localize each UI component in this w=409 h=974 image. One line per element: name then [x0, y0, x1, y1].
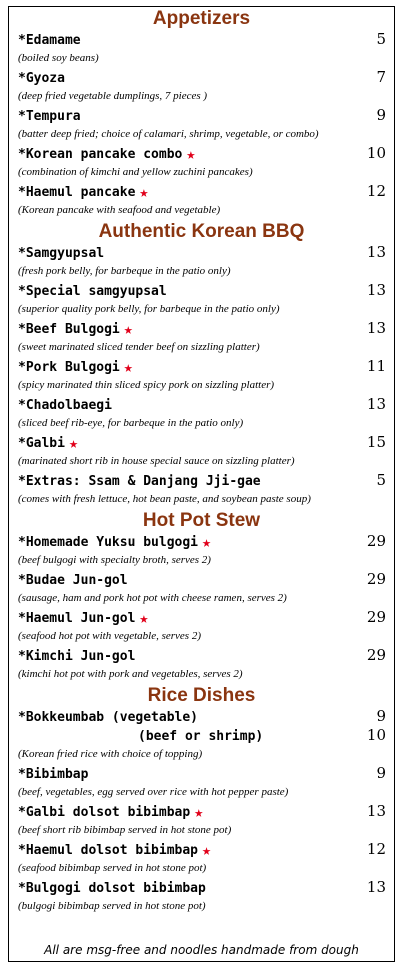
menu-item — [9, 30, 394, 49]
menu-item-name — [18, 320, 133, 339]
menu-item-price: 15 — [366, 433, 386, 451]
menu-item-name-text: *Bulgogi dolsot bibimbap — [18, 881, 206, 896]
menu-item-description: (sausage, ham and pork hot pot with cheese ramen, serves 2) — [18, 592, 287, 604]
menu-item-name — [18, 69, 65, 88]
menu-item-name-text: *Tempura — [18, 109, 81, 124]
menu-item-name-text: *Bokkeumbab (vegetable) — [18, 710, 199, 725]
menu-item — [9, 532, 394, 551]
menu-item-name — [18, 358, 133, 377]
menu-item-name-text: *Homemade Yuksu bulgogi — [18, 535, 199, 550]
menu-item-description: (sweet marinated sliced tender beef on sizzling platter) — [18, 341, 260, 353]
star-icon: ★ — [123, 320, 133, 338]
menu-item — [9, 433, 394, 452]
menu-item-description: (deep fried vegetable dumplings, 7 pieces ) — [18, 90, 208, 102]
menu-item-name-text: *Special samgyupsal — [18, 284, 167, 299]
star-icon: ★ — [68, 434, 78, 452]
menu-item-name-text: *Extras: Ssam & Danjang Jji-gae — [18, 474, 261, 489]
menu-item-name — [18, 145, 195, 164]
menu-item — [9, 764, 394, 783]
menu-item — [9, 802, 394, 821]
menu-item-name — [18, 183, 148, 202]
menu-item — [9, 707, 394, 726]
menu-item — [9, 357, 394, 376]
menu-item-price: 12 — [366, 182, 386, 200]
menu-item-price: 29 — [366, 570, 386, 588]
menu-item-name — [18, 282, 167, 301]
menu-item-description: (Korean pancake with seafood and vegetable) — [18, 204, 221, 216]
menu-item-name — [18, 765, 88, 784]
menu-item-name-text: *Chadolbaegi — [18, 398, 112, 413]
menu-item-price: 13 — [366, 319, 386, 337]
menu-item — [9, 570, 394, 589]
menu-item-name — [18, 571, 128, 590]
menu-item-price: 5 — [376, 30, 386, 48]
menu-item-price: 9 — [376, 707, 386, 725]
section-title: Authentic Korean BBQ — [98, 221, 305, 242]
menu-item-name — [18, 472, 261, 491]
menu-item-price: 13 — [366, 243, 386, 261]
menu-item-description: (fresh pork belly, for barbeque in the patio only) — [18, 265, 231, 277]
menu-item-name-text: *Budae Jun-gol — [18, 573, 128, 588]
menu-item-name — [18, 533, 211, 552]
menu-item-name-text: *Beef Bulgogi — [18, 322, 120, 337]
menu-item-price: 13 — [366, 281, 386, 299]
menu-item-description: (superior quality pork belly, for barbeque in the patio only) — [18, 303, 280, 315]
menu-item-description: (sliced beef rib-eye, for barbeque in the patio only) — [18, 417, 244, 429]
menu-item-name — [18, 841, 211, 860]
menu-item-name-text: *Edamame — [18, 33, 81, 48]
menu-item-name — [18, 244, 104, 263]
menu-item — [9, 319, 394, 338]
menu-item — [9, 106, 394, 125]
menu-item-name-text: *Galbi — [18, 436, 65, 451]
menu-item-price: 12 — [366, 840, 386, 858]
menu-content — [9, 7, 394, 916]
menu-item-name — [18, 609, 148, 628]
menu-item-price: 13 — [366, 802, 386, 820]
menu-item-name — [18, 434, 78, 453]
star-icon: ★ — [139, 183, 149, 201]
menu-item-name — [18, 803, 203, 822]
menu-item — [9, 646, 394, 665]
menu-item-name-text: *Galbi dolsot bibimbap — [18, 805, 191, 820]
menu-item-description: (boiled soy beans) — [18, 52, 99, 64]
menu-item-description: (beef, vegetables, egg served over rice with hot pepper paste) — [18, 786, 289, 798]
menu-frame — [8, 6, 395, 962]
menu-item-description: (bulgogi bibimbap served in hot stone pot) — [18, 900, 206, 912]
menu-item — [9, 395, 394, 414]
menu-item-name-text: *Haemul dolsot bibimbap — [18, 843, 199, 858]
menu-item — [9, 878, 394, 897]
menu-item-name — [18, 647, 135, 666]
menu-item-description: (combination of kimchi and yellow zuchini pancakes) — [18, 166, 253, 178]
menu-item-name-text: *Kimchi Jun-gol — [18, 649, 136, 664]
menu-item-name — [18, 708, 198, 727]
menu-item-variant — [9, 726, 394, 745]
menu-item-description: (spicy marinated thin sliced spicy pork on sizzling platter) — [18, 379, 275, 391]
menu-item-name-text: *Bibimbap — [18, 767, 89, 782]
menu-item-price: 13 — [366, 395, 386, 413]
menu-item — [9, 471, 394, 490]
menu-item-description: (Korean fried rice with choice of topping) — [18, 748, 203, 760]
star-icon: ★ — [123, 358, 133, 376]
menu-item-price: 29 — [366, 532, 386, 550]
menu-item-price: 7 — [376, 68, 386, 86]
menu-item-description: (marinated short rib in house special sauce on sizzling platter) — [18, 455, 295, 467]
menu-item-name — [18, 31, 81, 50]
menu-item — [9, 68, 394, 87]
menu-item-name-text: *Samgyupsal — [18, 246, 105, 261]
menu-item-name — [18, 396, 112, 415]
menu-item-description: (beef bulgogi with specialty broth, serves 2) — [18, 554, 211, 566]
menu-item-name-text: *Gyoza — [18, 71, 65, 86]
menu-item-price: 10 — [366, 726, 386, 744]
menu-item — [9, 840, 394, 859]
star-icon: ★ — [194, 803, 204, 821]
menu-item-description: (comes with fresh lettuce, hot bean paste, and soybean paste soup) — [18, 493, 311, 505]
menu-item-description: (seafood hot pot with vegetable, serves 2) — [18, 630, 201, 642]
menu-item-name-text: *Korean pancake combo — [18, 147, 183, 162]
menu-item-price: 9 — [376, 106, 386, 124]
menu-item-name-text: *Haemul pancake — [18, 185, 136, 200]
section-title: Hot Pot Stew — [142, 510, 261, 531]
section-title: Appetizers — [152, 8, 251, 29]
menu-item — [9, 182, 394, 201]
menu-item-price: 10 — [366, 144, 386, 162]
menu-item — [9, 144, 394, 163]
star-icon: ★ — [202, 533, 212, 551]
menu-item-price: 5 — [376, 471, 386, 489]
menu-item-name — [18, 107, 81, 126]
menu-item-description: (seafood bibimbap served in hot stone pot) — [18, 862, 207, 874]
menu-item — [9, 608, 394, 627]
menu-item — [9, 243, 394, 262]
section-title: Rice Dishes — [147, 685, 256, 706]
menu-item-price: 9 — [376, 764, 386, 782]
star-icon: ★ — [139, 609, 149, 627]
menu-item-description: (beef short rib bibimbap served in hot stone pot) — [18, 824, 232, 836]
menu-item-description: (batter deep fried; choice of calamari, shrimp, vegetable, or combo) — [18, 128, 319, 140]
menu-footer: All are msg-free and noodles handmade from dough — [44, 943, 359, 957]
menu-item-price: 11 — [366, 357, 386, 375]
menu-item-description: (kimchi hot pot with pork and vegetables, serves 2) — [18, 668, 243, 680]
menu-item-price: 29 — [366, 608, 386, 626]
menu-item-name-text: *Pork Bulgogi — [18, 360, 120, 375]
menu-item-name: (beef or shrimp) — [138, 729, 264, 744]
menu-item — [9, 281, 394, 300]
menu-item-name-text: *Haemul Jun-gol — [18, 611, 136, 626]
star-icon: ★ — [202, 841, 212, 859]
star-icon: ★ — [186, 145, 196, 163]
menu-item-price: 29 — [366, 646, 386, 664]
menu-item-price: 13 — [366, 878, 386, 896]
menu-item-name — [18, 879, 206, 898]
